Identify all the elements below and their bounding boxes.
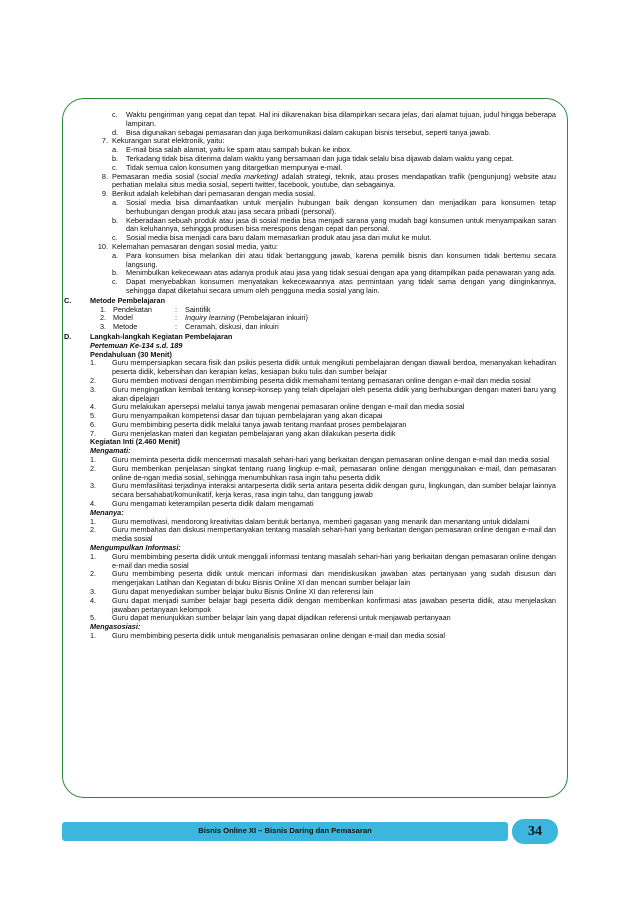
mengumpulkan-title: Mengumpulkan Informasi: <box>90 543 181 553</box>
list-label: 8. <box>101 171 108 181</box>
section-title: Metode Pembelajaran <box>90 295 166 305</box>
list-label: a. <box>112 145 119 155</box>
list-item <box>86 386 556 404</box>
colon: : <box>175 313 178 323</box>
inti-title: Kegiatan Inti (2.460 Menit) <box>90 437 181 447</box>
text-part: adalah strategi, teknik, atau proses mendapatkan trafik (pengunjung) website atau perhatian melalui situs media sosial, seperti twitter, facebook, youtube, dan sebagainya. <box>112 171 556 190</box>
method-value: Saintifik <box>185 304 211 314</box>
list-item <box>86 500 556 509</box>
list-label: c. <box>112 162 118 172</box>
list-item <box>86 111 556 129</box>
section-title: Langkah-langkah Kegiatan Pembelajaran <box>90 331 233 341</box>
method-number: 2. <box>100 313 107 323</box>
method-value: Ceramah, diskusi, dan inkuiri <box>185 322 279 332</box>
meeting-title: Pertemuan Ke-134 s.d. 189 <box>90 340 183 350</box>
method-row <box>86 323 556 332</box>
list-text: Bisa digunakan sebagai pemasaran dan juga berkomunikasi dalam cakupan bisnis tersebut, seperti tanya jawab. <box>126 127 491 137</box>
colon: : <box>175 322 178 332</box>
list-text: Guru membimbing peserta didik untuk mencari informasi dan mendiskusikan jawaban atas pertanyaan yang sudah disusun dan mengerjakan Latihan dan Kegiatan di buku Bisnis Online XI dan mencari sumber belajar lain <box>112 569 556 588</box>
list-text: Para konsumen bisa melarikan diri atau tidak bertanggung jawab, karena pemilik bisnis dan konsumen tidak bertemu secara langsung. <box>126 250 556 269</box>
list-text: Guru memberikan penjelasan singkat tentang ruang lingkup e-mail, pemasaran online dengan menggunakan e-mail, dan pemasaran online de-ngan media sosial, sehingga menumbuhkan rasa ingin tahu peserta didik <box>112 463 556 482</box>
list-label: a. <box>112 197 119 207</box>
list-text: Guru memfasilitasi terjadinya interaksi antarpeserta didik serta antara peserta didik dengan guru, lingkungan, dan sumber belajar lainnya secara bersahabat/komunikatif, kerja keras, rasa ingin tahu, dan tanggung jawab <box>112 481 556 500</box>
list-label: c. <box>112 277 118 287</box>
list-item <box>86 614 556 623</box>
list-label: 4. <box>90 595 97 605</box>
method-number: 1. <box>100 304 107 314</box>
list-label: 3. <box>90 384 97 394</box>
list-text: Sosial media bisa menjadi cara baru dalam memasarkan produk atau jasa dari mulut ke mulut. <box>126 233 432 243</box>
list-label: 5. <box>90 411 97 421</box>
footer-title: Bisnis Online XI – Bisnis Daring dan Pemasaran <box>198 826 372 835</box>
list-text: Menimbulkan kekecewaan atas adanya produk atau jasa yang tidak sesuai dengan apa yang ditampilkan pada penawaran yang ada. <box>126 268 557 278</box>
menanya-title: Menanya: <box>90 507 124 517</box>
list-label: b. <box>112 268 119 278</box>
list-text: Dapat menyebabkan konsumen menyatakan kekecewaannya atas permintaan yang tidak sama dengan yang diinginkannya, sehingga dapat diketahui secara umum oleh pengguna media sosial yang lain. <box>126 277 556 295</box>
list-text <box>112 173 556 191</box>
list-label: 7. <box>90 428 97 438</box>
list-text: Guru mempersiapkan secara fisik dan psikis peserta didik untuk mengikuti pembelajaran dengan diawali berdoa, menanyakan kehadiran peserta didik, kebersihan dan kerapian kelas, kesiapan buku tulis dan sumber belajar <box>112 358 556 377</box>
page-content <box>64 110 557 641</box>
list-text: Guru menyampaikan kompetensi dasar dan tujuan pembelajaran yang akan dicapai <box>112 411 383 421</box>
list-text: Terkadang tidak bisa diterima dalam waktu yang bersamaan dan juga tidak selalu bisa dijawab dalam waktu yang cepat. <box>126 153 514 163</box>
list-item <box>86 482 556 500</box>
method-key: Metode <box>113 322 138 332</box>
list-label: 2. <box>90 525 97 535</box>
list-label: 7. <box>101 136 108 146</box>
text-italic: Inquiry learning <box>185 313 235 323</box>
list-text: Guru mengingatkan kembali tentang konsep-konsep yang telah dipelajari oleh peserta didik yang berhubungan dengan materi baru yang akan dipelajari <box>112 384 556 403</box>
text-italic: social media marketing) <box>199 171 279 181</box>
list-text: Guru dapat menjadi sumber belajar bagi peserta didik dengan memberikan konfirmasi atas jawaban peserta didik, atau menjelaskan jawaban pertanyaan kelompok <box>112 595 556 614</box>
pendahuluan-title: Pendahuluan (30 Menit) <box>90 349 172 359</box>
list-text: Sosial media bisa dimanfaatkan untuk menjalin hubungan baik dengan konsumen dan menjadikan para konsumen tetap berhubungan dengan produk atau jasa secara pribadi (personal). <box>126 197 556 216</box>
method-row <box>86 306 556 315</box>
list-label: 3. <box>90 481 97 491</box>
list-label: 2. <box>90 569 97 579</box>
list-text: Guru menjelaskan materi dan kegiatan pembelajaran yang akan dilakukan peserta didik <box>112 428 396 438</box>
page-number: 34 <box>512 819 558 844</box>
colon: : <box>175 304 178 314</box>
list-label: 6. <box>90 419 97 429</box>
list-label: a. <box>112 250 119 260</box>
list-text: Guru membimbing peserta didik melalui tanya jawab tentang manfaat proses pembelajaran <box>112 419 407 429</box>
list-text: Guru dapat menunjukkan sumber belajar lain yang dapat dijadikan referensi untuk menjawab pertanyaan <box>112 613 451 623</box>
list-item <box>86 199 556 217</box>
section-label: C. <box>64 295 72 305</box>
mengamati-title: Mengamati: <box>90 446 131 456</box>
method-row <box>86 314 556 323</box>
method-key: Pendekatan <box>113 304 152 314</box>
list-text: Keberadaan sebuah produk atau jasa di sosial media bisa menjadi sarana yang mudah bagi konsumen untuk menyampaikan saran dan keluhannya, sehingga produsen bisa merespons dengan cepat dan personal. <box>126 215 556 234</box>
list-label: 5. <box>90 613 97 623</box>
list-text: Kelemahan pemasaran dengan sosial media, yaitu: <box>112 241 278 251</box>
list-item <box>86 465 556 483</box>
list-label: 2. <box>90 375 97 385</box>
list-label: 9. <box>101 189 108 199</box>
list-text: Guru membimbing peserta didik untuk menganalisis pemasaran online dengan e-mail dan media sosial <box>112 631 446 641</box>
list-text: Guru mengamati keterampilan peserta didik dalam mengamati <box>112 499 314 509</box>
list-item <box>86 252 556 270</box>
list-label: b. <box>112 215 119 225</box>
list-text: Guru meminta peserta didik mencermati masalah sehari-hari yang berkaitan dengan pemasaran online dengan e-mail dan media sosial <box>112 455 550 465</box>
list-item <box>86 570 556 588</box>
list-text: E-mail bisa salah alamat, yaitu ke spam atau sampah bukan ke inbox. <box>126 145 352 155</box>
list-label: c. <box>112 233 118 243</box>
list-text: Berikut adalah kelebihan dari pemasaran dengan media sosial. <box>112 189 316 199</box>
list-text: Guru memberi motivasi dengan membimbing peserta didik memahami tentang pemasaran online dengan e-mail dan media sosial <box>112 375 531 385</box>
list-label: b. <box>112 153 119 163</box>
list-item <box>86 359 556 377</box>
list-label: 3. <box>90 587 97 597</box>
text-part: (Pembelajaran inkuiri) <box>234 313 308 323</box>
method-number: 3. <box>100 322 107 332</box>
list-text: Guru melakukan apersepsi melalui tanya jawab mengenai pemasaran online dengan e-mail dan media sosial <box>112 402 465 412</box>
text-part: Pemasaran media sosial ( <box>112 171 200 181</box>
list-label: 1. <box>90 551 97 561</box>
list-item <box>86 526 556 544</box>
list-item <box>86 553 556 571</box>
list-label: c. <box>112 110 118 119</box>
list-item <box>86 173 556 191</box>
list-label: 10. <box>97 241 108 251</box>
list-item <box>86 278 556 296</box>
list-item <box>86 632 556 641</box>
mengasosiasi-title: Mengasosiasi: <box>90 622 141 632</box>
list-item <box>86 217 556 235</box>
list-text: Kekurangan surat elektronik, yaitu: <box>112 136 225 146</box>
list-label: 4. <box>90 499 97 509</box>
list-label: 2. <box>90 463 97 473</box>
list-label: 4. <box>90 402 97 412</box>
list-text: Tidak semua calon konsumen yang ditargetkan mempunyai e-mail. <box>126 162 343 172</box>
list-label: 1. <box>90 358 97 368</box>
list-label: 1. <box>90 631 97 641</box>
list-text: Guru memotivasi, mendorong kreativitas dalam bentuk bertanya, memberi gagasan yang menarik dan menantang untuk didalami <box>112 516 530 526</box>
list-text: Waktu pengiriman yang cepat dan tepat. Hal ini dikarenakan bisa dilampirkan secara jelas, dari alamat tujuan, judul hingga beberapa lampiran. <box>126 110 556 128</box>
list-text: Guru membahas dan diskusi mempertanyakan tentang masalah sehari-hari yang berkaitan dengan pemasaran online dengan e-mail dan media sosial <box>112 525 556 544</box>
list-label: 1. <box>90 455 97 465</box>
list-text: Guru membimbing peserta didik untuk menggali informasi tentang masalah sehari-hari yang berkaitan dengan pemasaran online dengan e-mail dan media sosial <box>112 551 556 570</box>
list-text: Guru dapat menyediakan sumber belajar buku Bisnis Online XI dan referensi lain <box>112 587 374 597</box>
section-label: D. <box>64 331 72 341</box>
list-label: d. <box>112 127 119 137</box>
list-item <box>86 597 556 615</box>
method-key: Model <box>113 313 133 323</box>
list-label: 1. <box>90 516 97 526</box>
